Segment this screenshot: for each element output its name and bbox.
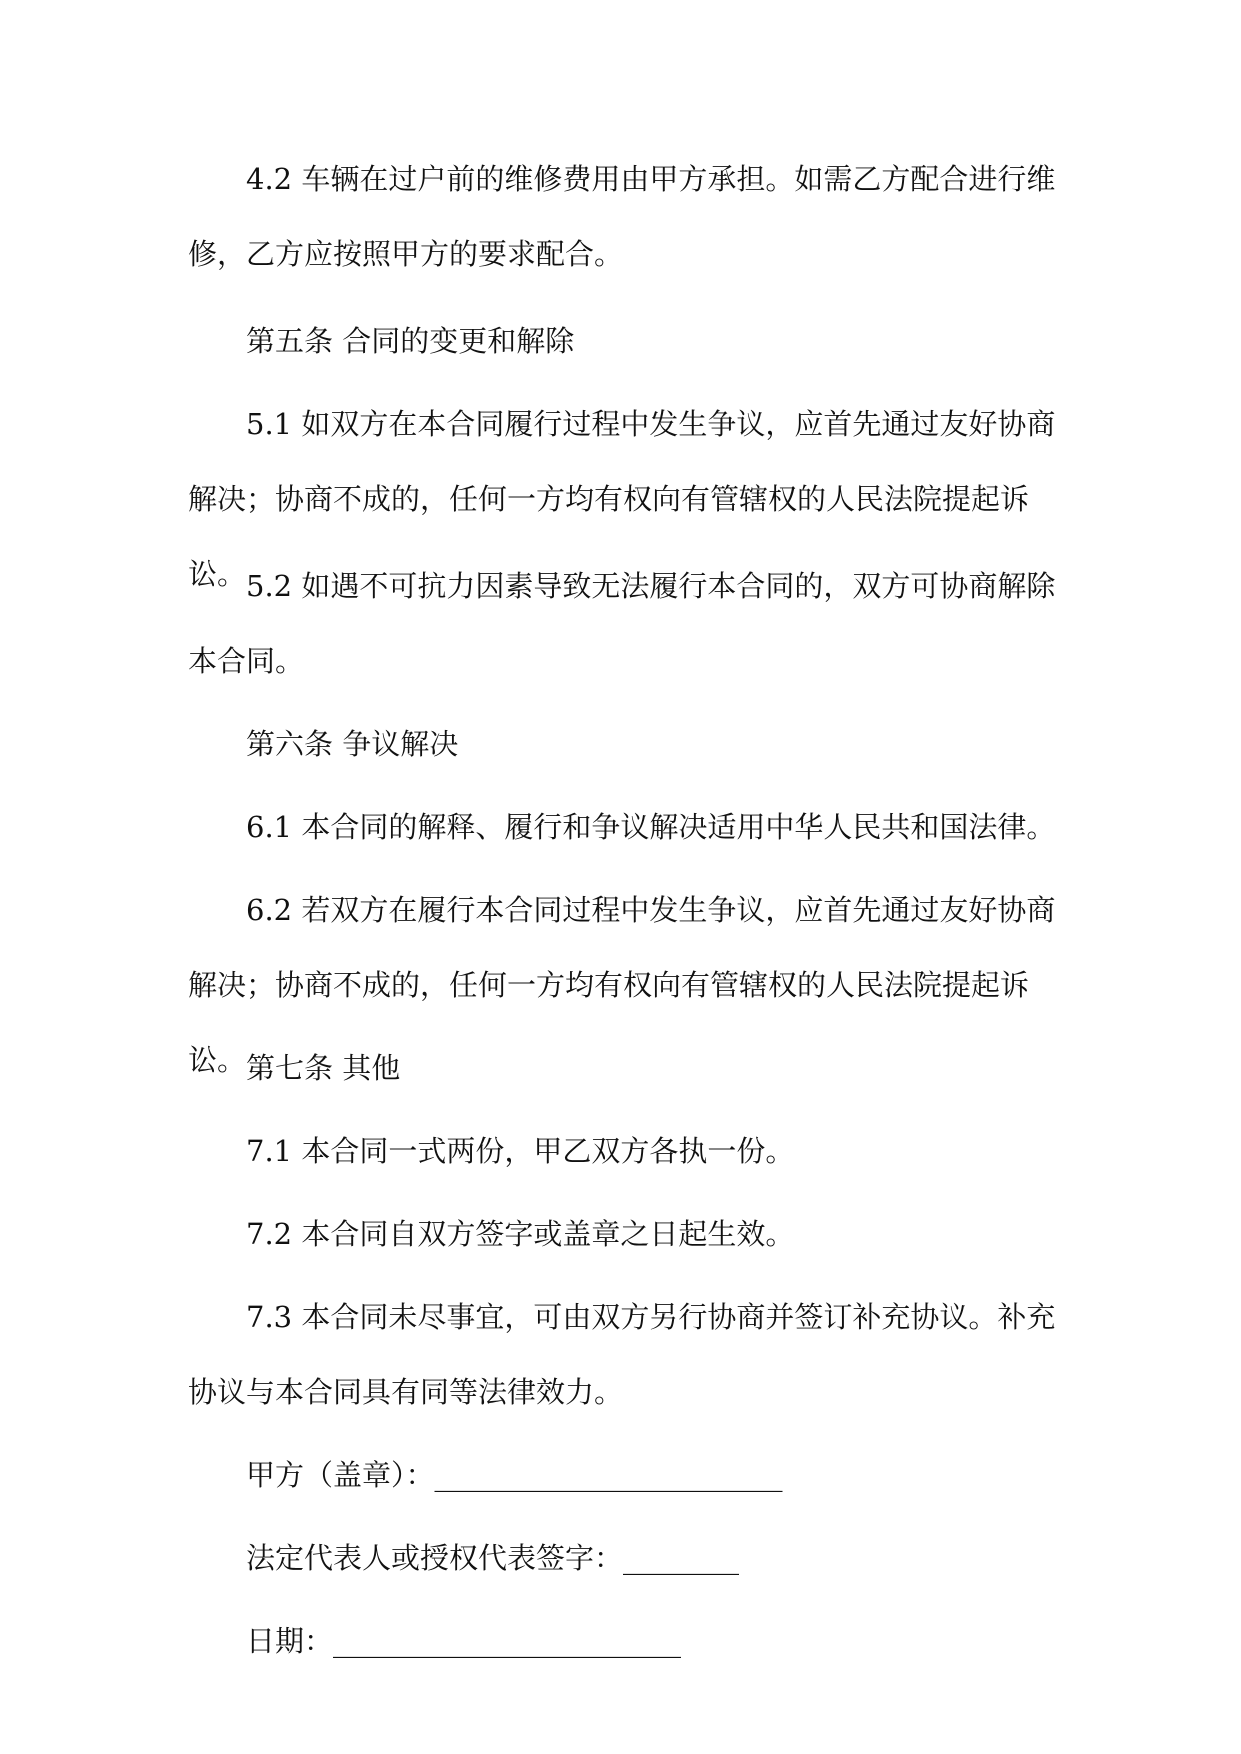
party-a-seal-line: 甲方（盖章）：________________________ (246, 1458, 783, 1492)
clause-5-2: 5.2 如遇不可抗力因素导致无法履行本合同的，双方可协商解除本合同。 (188, 569, 1056, 678)
article-5-heading: 第五条 合同的变更和解除 (246, 324, 575, 358)
clause-4-2: 4.2 车辆在过户前的维修费用由甲方承担。如需乙方配合进行维修，乙方应按照甲方的要求配合。 (188, 162, 1056, 271)
clause-5-1: 5.1 如双方在本合同履行过程中发生争议，应首先通过友好协商解决；协商不成的，任何一方均有权向有管辖权的人民法院提起诉讼。 (188, 407, 1056, 591)
clause-7-3: 7.3 本合同未尽事宜，可由双方另行协商并签订补充协议。补充协议与本合同具有同等法律效力。 (188, 1300, 1056, 1409)
document-body (188, 142, 1058, 1679)
article-6-heading: 第六条 争议解决 (246, 727, 459, 761)
clause-6-2: 6.2 若双方在履行本合同过程中发生争议，应首先通过友好协商解决；协商不成的，任何一方均有权向有管辖权的人民法院提起诉讼。 (188, 893, 1056, 1077)
representative-signature-line: 法定代表人或授权代表签字：________ (246, 1541, 740, 1575)
date-line: 日期：________________________ (246, 1624, 682, 1658)
clause-7-2: 7.2 本合同自双方签字或盖章之日起生效。 (246, 1217, 795, 1251)
clause-6-1: 6.1 本合同的解释、履行和争议解决适用中华人民共和国法律。 (246, 810, 1056, 844)
article-7-heading: 第七条 其他 (246, 1051, 401, 1085)
clause-7-1: 7.1 本合同一式两份，甲乙双方各执一份。 (246, 1134, 795, 1168)
